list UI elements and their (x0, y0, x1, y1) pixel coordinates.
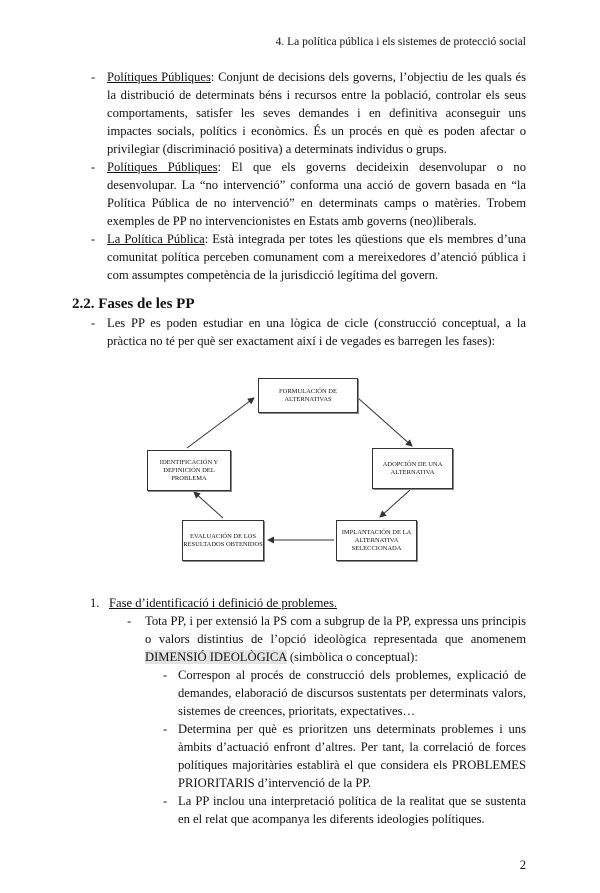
page-number: 2 (519, 858, 526, 872)
bullet-dash: - (91, 316, 96, 330)
sub-item: La PP inclou una interpretació política de la realitat que se sustenta en el relat que acompanya les diferents ideologies polítiques. (178, 794, 526, 826)
definition-term: Polítiques Públiques (107, 160, 218, 174)
phase-title: Fase d’identificació i definició de problemes. (109, 596, 338, 610)
bullet-dash: - (127, 614, 132, 628)
phase-bullet (72, 612, 526, 666)
definition-text: : Conjunt de decisions dels governs, l’objectiu de les quals és la distribució de determinats béns i recursos entre la població, controlar els seus comportaments, satisfer les seves demandes i en definitiva aconseguir uns impactes socials, polítics i econòmics. És un procés en què es poden afectar o privilegiar (discriminació positiva) a determinats individus o grups. (107, 70, 526, 156)
running-header: 4. La política pública i els sistemes de protecció social (275, 36, 526, 48)
sub-item-row (72, 720, 526, 792)
bullet-dash: - (163, 794, 168, 808)
bullet-dash: - (163, 668, 168, 682)
bullet-dash: - (91, 70, 96, 84)
definition-text: : Està integrada per totes les qüestions que els membres d’una comunitat política perceben comunament com a mereixedores d’atenció pública i com assumptes competència de la jurisdicció legítima del govern. (107, 232, 526, 282)
phase-box-evaluacion: EVALUACIÓN DE LOS RESULTADOS OBTENIDOS (182, 520, 264, 561)
definition-2 (72, 158, 526, 230)
section-heading: 2.2. Fases de les PP (72, 296, 195, 312)
bullet-dash: - (91, 232, 96, 246)
policy-cycle-diagram (0, 350, 600, 594)
sub-item-row (72, 792, 526, 828)
phase-box-implantacion: IMPLANTACIÓN DE LA ALTERNATIVA SELECCIONADA (336, 520, 417, 561)
phase-box-formulacion: FORMULACIÓN DE ALTERNATIVAS (258, 378, 358, 413)
section-intro-row (72, 314, 526, 350)
bullet-dash: - (163, 722, 168, 736)
section-intro: Les PP es poden estudiar en una lògica de cicle (construcció conceptual, a la pràctica no té per què ser exactament així i de vegades es barregen les fases): (107, 316, 526, 348)
bullet-tail: (simbòlica o conceptual): (286, 650, 418, 664)
phase-number: 1. (90, 596, 100, 610)
highlighted-term: DIMENSIÓ IDEOLÒGICA (145, 650, 287, 664)
bullet-text: Tota PP, i per extensió la PS com a subgrup de la PP, expressa uns principis o valors distintius de l’opció ideològica representada que anomenem (145, 614, 526, 646)
phase-box-identificacion: IDENTIFICACIÓN Y DEFINICIÓN DEL PROBLEMA (147, 450, 231, 491)
bullet-dash: - (91, 160, 96, 174)
definition-term: Polítiques Públiques (107, 70, 211, 84)
phase-heading-row (72, 594, 526, 612)
definition-term: La Política Pública (107, 232, 205, 246)
sub-item-row (72, 666, 526, 720)
definition-1 (72, 68, 526, 158)
definition-3 (72, 230, 526, 284)
definition-text: : El que els governs decideixin desenvolupar o no desenvolupar. La “no intervenció” conforma una acció de govern basada en “la Política Pública de no intervenció” en determinats camps o matèries. Trobem exemples de PP no intervencionistes en Estats amb governs (neo)liberals. (107, 160, 526, 228)
phase-box-adopcion: ADOPCIÓN DE UNA ALTERNATIVA (372, 448, 453, 489)
sub-item: Correspon al procés de construcció dels problemes, explicació de demandes, elaboració de discursos sustentats per determinats valors, sistemes de creences, prioritats, expectatives… (178, 668, 526, 718)
sub-item: Determina per què es prioritzen uns determinats problemes i uns àmbits d’actuació enfront d’altres. Per tant, la correlació de forces polítiques majoritàries establirà el que considera els PROBLEMES PRIORITARIS d’intervenció de la PP. (178, 722, 526, 790)
